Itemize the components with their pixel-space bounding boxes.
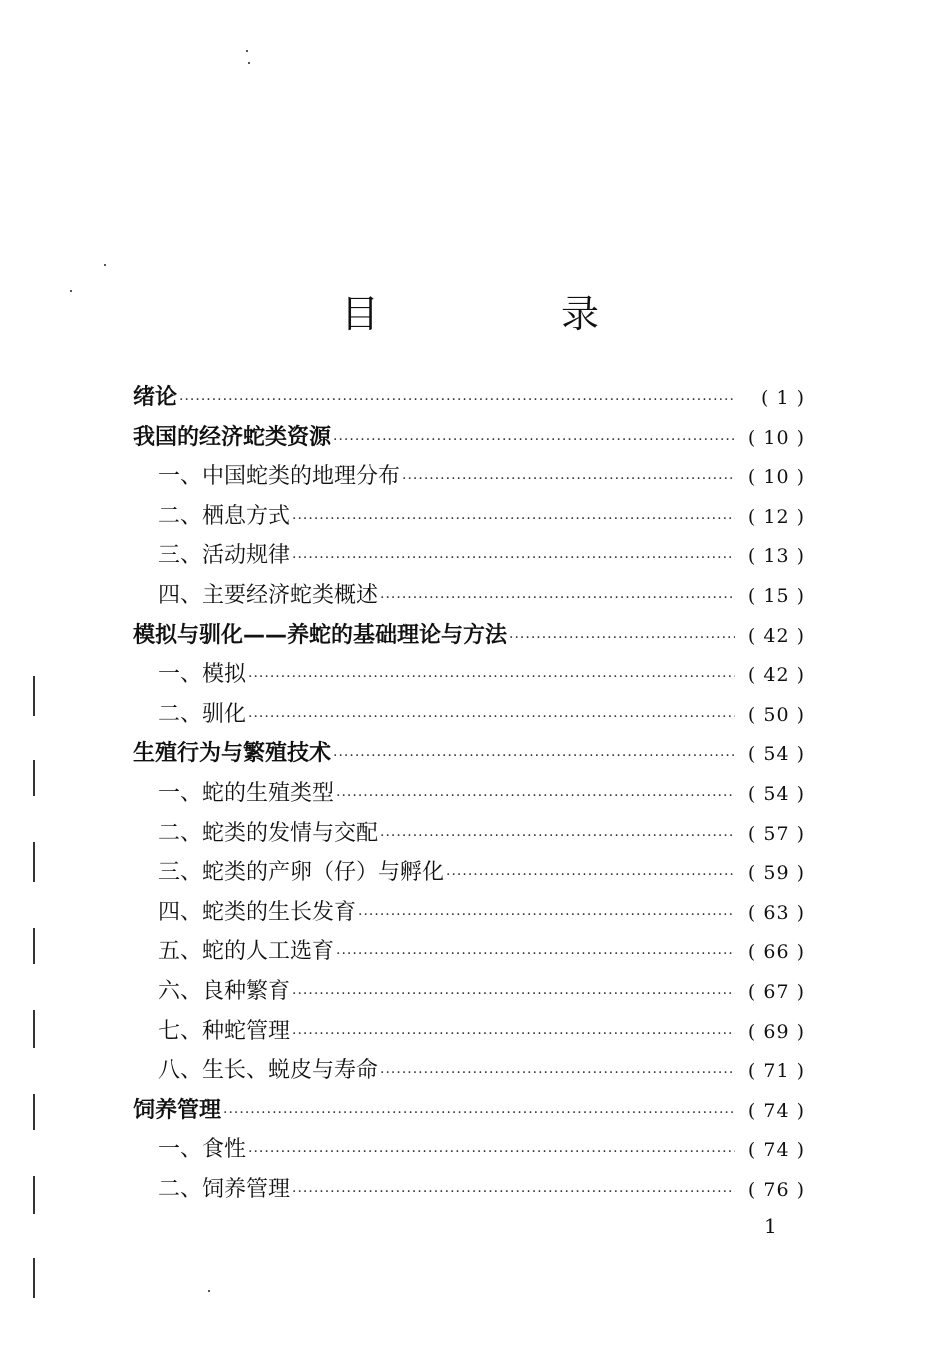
toc-dot-leader [248,658,735,698]
scan-margin-mark [33,842,35,882]
toc-dot-leader [248,698,735,738]
toc-dot-leader [179,381,735,421]
toc-entry-page: ( 1 ) [761,387,805,409]
toc-entry-page: ( 74 ) [747,1139,805,1162]
toc-section-entry[interactable] [133,1130,805,1170]
toc-section-entry[interactable] [133,972,805,1012]
scan-margin-mark [33,760,35,796]
toc-section-entry[interactable] [133,814,805,854]
scan-speck [246,50,248,52]
toc-entry-page: ( 66 ) [747,941,805,964]
toc-entry-title: 四、蛇类的生长发育 [158,899,357,925]
toc-entry-title: 六、良种繁育 [158,978,291,1004]
toc-entry-title: 二、栖息方式 [158,503,291,529]
scan-margin-mark [33,676,35,716]
toc-entry-title: 二、饲养管理 [158,1176,291,1202]
scan-margin-mark [33,928,35,964]
toc-entry-title: 饲养管理 [133,1097,222,1123]
toc-dot-leader [248,1133,735,1173]
toc-section-entry[interactable] [133,576,805,616]
toc-dot-leader [223,1094,735,1134]
page-title: 目 录 [340,292,671,337]
toc-section-entry[interactable] [133,932,805,972]
toc-section-entry[interactable] [133,1012,805,1052]
toc-section-entry[interactable] [133,457,805,497]
toc-section-entry[interactable] [133,497,805,537]
toc-dot-leader [292,975,735,1015]
toc-entry-page: ( 63 ) [747,901,805,924]
toc-dot-leader [292,539,735,579]
toc-entry-page: ( 42 ) [747,664,805,687]
toc-dot-leader [292,1015,735,1055]
toc-entry-page: ( 42 ) [747,624,805,647]
toc-entry-title: 一、食性 [158,1137,247,1163]
toc-entry-page: ( 57 ) [747,822,805,845]
scan-speck [208,1290,210,1292]
toc-entry-page: ( 15 ) [747,584,805,607]
scan-margin-mark [33,1176,35,1214]
toc-section-entry[interactable] [133,893,805,933]
toc-dot-leader [333,737,735,777]
toc-dot-leader [358,896,735,936]
scan-speck [248,62,250,64]
toc-entry-page: ( 12 ) [747,505,805,528]
toc-section-entry[interactable] [133,655,805,695]
toc-entry-title: 七、种蛇管理 [158,1018,291,1044]
scan-margin-mark [33,1094,35,1130]
toc-dot-leader [336,777,735,817]
toc-dot-leader [509,619,735,659]
toc-entry-title: 八、生长、蜕皮与寿命 [158,1058,379,1084]
toc-dot-leader [333,421,735,461]
toc-entry-page: ( 67 ) [747,980,805,1003]
toc-entry-title: 一、蛇的生殖类型 [158,780,335,806]
toc-entry-title: 四、主要经济蛇类概述 [158,582,379,608]
toc-entry-page: ( 59 ) [747,862,805,885]
page-number: 1 [764,1214,777,1238]
toc-entry-title: 生殖行为与繁殖技术 [133,741,332,767]
toc-entry-title: 一、模拟 [158,662,247,688]
toc-section-entry[interactable] [133,536,805,576]
scan-margin-mark [33,1010,35,1048]
toc-entry-title: 模拟与驯化——养蛇的基础理论与方法 [133,622,508,648]
toc-entry-page: ( 74 ) [747,1099,805,1122]
toc-section-entry[interactable] [133,1170,805,1210]
toc-dot-leader [380,579,735,619]
toc-dot-leader [380,1054,735,1094]
toc-entry-title: 二、驯化 [158,701,247,727]
scan-speck [104,264,106,266]
toc-section-entry[interactable] [133,853,805,893]
toc-chapter-entry[interactable] [133,378,805,418]
toc-entry-page: ( 10 ) [747,466,805,489]
toc-section-entry[interactable] [133,1051,805,1091]
toc-dot-leader [292,500,735,540]
toc-entry-title: 绪论 [133,385,178,410]
toc-entry-title: 三、活动规律 [158,543,291,569]
toc-chapter-entry[interactable] [133,1091,805,1131]
toc-chapter-entry[interactable] [133,734,805,774]
toc-chapter-entry[interactable] [133,616,805,656]
toc-chapter-entry[interactable] [133,418,805,458]
toc-entry-page: ( 13 ) [747,545,805,568]
toc-dot-leader [336,935,735,975]
toc-entry-page: ( 71 ) [747,1060,805,1083]
toc-entry-page: ( 69 ) [747,1020,805,1043]
toc-entry-title: 三、蛇类的产卵（仔）与孵化 [158,860,445,886]
scan-margin-mark [33,1258,35,1298]
toc-entry-page: ( 76 ) [747,1178,805,1201]
toc-dot-leader [402,460,735,500]
toc-entry-page: ( 10 ) [747,426,805,449]
toc-entry-title: 五、蛇的人工选育 [158,939,335,965]
table-of-contents [133,378,805,1209]
toc-entry-page: ( 54 ) [747,782,805,805]
toc-entry-page: ( 50 ) [747,703,805,726]
toc-entry-page: ( 54 ) [747,743,805,766]
toc-section-entry[interactable] [133,774,805,814]
toc-entry-title: 一、中国蛇类的地理分布 [158,464,401,490]
toc-dot-leader [380,817,735,857]
toc-dot-leader [446,856,735,896]
toc-section-entry[interactable] [133,695,805,735]
toc-dot-leader [292,1173,735,1213]
toc-entry-title: 我国的经济蛇类资源 [133,424,332,450]
toc-entry-title: 二、蛇类的发情与交配 [158,820,379,846]
